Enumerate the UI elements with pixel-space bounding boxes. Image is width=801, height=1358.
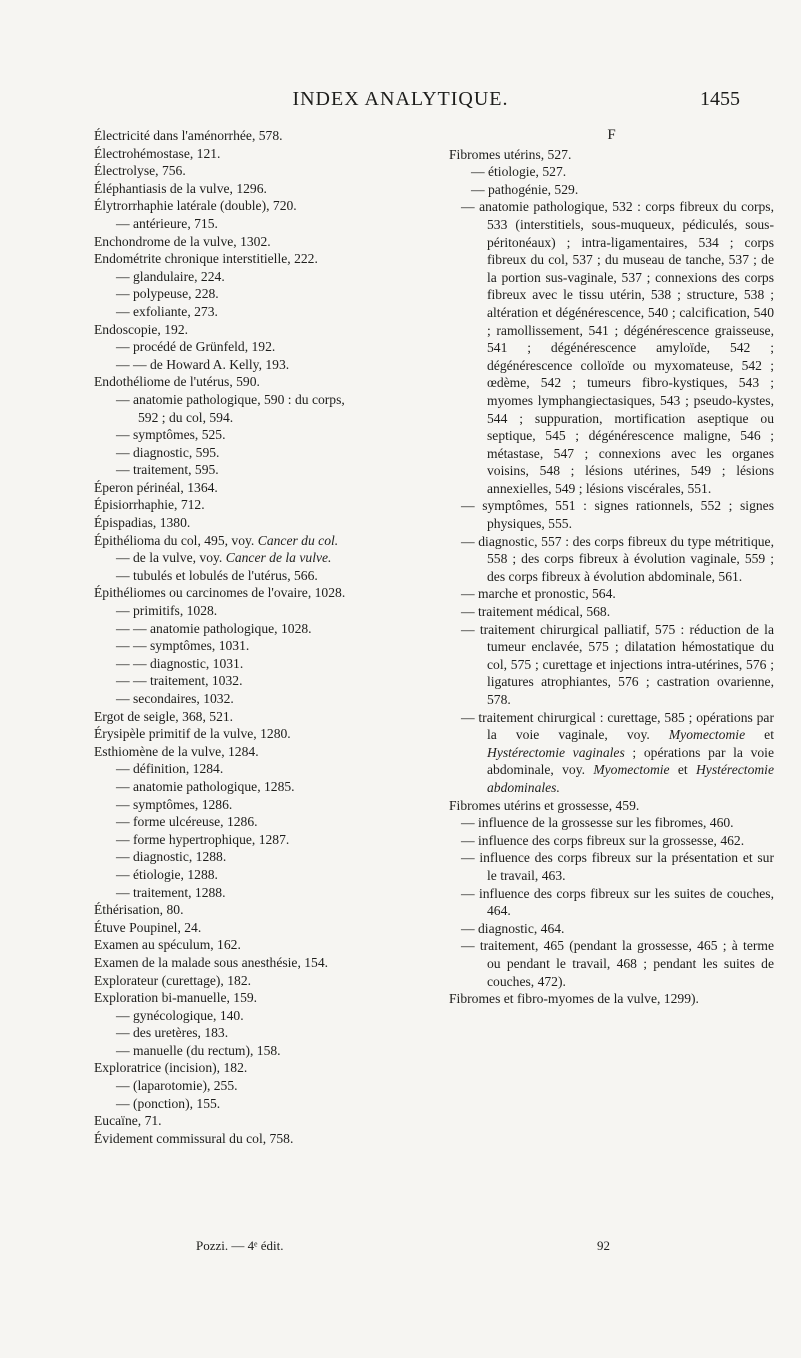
index-entry: [94, 1024, 416, 1042]
index-entry-text: — primitifs, 1028.: [116, 603, 218, 619]
index-entry: [461, 709, 774, 797]
index-entry: [94, 1112, 416, 1130]
page-number: 1455: [700, 88, 740, 110]
index-entry: [94, 127, 416, 145]
index-entry: [94, 197, 416, 215]
index-entry-text: — antérieure, 715.: [116, 215, 218, 231]
index-entry: [94, 215, 416, 233]
index-entry: [94, 796, 416, 814]
index-entry-text: Ergot de seigle, 368, 521.: [94, 708, 234, 724]
index-entry-text: Explorateur (curettage), 182.: [94, 972, 252, 988]
index-entry-text: — anatomie pathologique, 532 : corps fibreux du corps, 533 (interstitiels, sous-muqueux, pédiculés, sous-péritonéaux) ; intra-ligamentaires, 534 ; corps fibreux du col, 537 ; du museau de tanche, 537 ; de la portion sus-vaginale, 537 ; connexions des corps fibreux avec le tissu utérin, 538 ; structure, 538 ; altération et dégénérescence, 540 ; calcification, 540 ; ramollissement, 541 ; dégénérescence graisseuse, 541 ; dégénérescence amyloïde, 542 ; dégénérescence colloïde ou myxomateuse, 542 ; œdème, 542 ; tumeurs fibro-kystiques, 543 ; myomes lymphangiectasiques, 543 ; pseudo-kystes, 544 ; suppuration, mortification aseptique ou septique, 545 ; dégénérescence maligne, 546 ; métastase, 547 ; connexions avec les organes voisins, 548 ; lésions utérines, 549 ; lésions annexielles, 549 ; lésions viscérales, 551.: [461, 199, 774, 496]
index-entry-text: — polypeuse, 228.: [116, 286, 219, 302]
index-entry: [449, 163, 774, 181]
index-entry: [461, 920, 774, 938]
index-entry: [94, 496, 416, 514]
index-entry-text: — définition, 1284.: [116, 761, 224, 777]
index-entry-text: — influence des corps fibreux sur la grossesse, 462.: [461, 832, 745, 848]
footer-sheet-number: 92: [597, 1238, 610, 1253]
index-entry-text: Endométrite chronique interstitielle, 222.: [94, 251, 318, 267]
section-letter: F: [607, 127, 616, 143]
index-entry: [94, 444, 416, 462]
index-entry-text: — traitement médical, 568.: [461, 604, 611, 620]
index-entry-text: — des uretères, 183.: [116, 1025, 229, 1041]
index-entry-text: — procédé de Grünfeld, 192.: [116, 339, 276, 355]
index-entry: [94, 567, 416, 585]
index-entry-text: Électricité dans l'aménorrhée, 578.: [94, 128, 283, 143]
index-entry-text: — exfoliante, 273.: [116, 303, 218, 319]
index-entry-text: — influence des corps fibreux sur la présentation et sur le travail, 463.: [461, 850, 774, 883]
index-entry-text: — secondaires, 1032.: [116, 691, 234, 706]
index-entry-text: Fibromes et fibro-myomes de la vulve, 1299).: [449, 991, 699, 1007]
index-entry: [94, 479, 416, 497]
index-entry: [461, 198, 774, 497]
index-entry: [94, 1095, 416, 1113]
index-entry: [94, 725, 416, 743]
index-entry-text: Éthérisation, 80.: [94, 902, 184, 918]
index-entry: [94, 268, 416, 286]
index-entry-text: Élytrorrhaphie latérale (double), 720.: [94, 198, 297, 214]
index-entry: [94, 426, 416, 444]
index-entry: [94, 972, 416, 990]
index-entry: [94, 549, 416, 567]
index-entry: [94, 813, 416, 831]
index-entry: [94, 233, 416, 251]
index-entry-text: — diagnostic, 557 : des corps fibreux du type métritique, 558 ; des corps fibreux à évolution vaginale, 559 ; des corps fibreux à évolution abdominale, 561.: [461, 533, 774, 584]
index-entry: [94, 250, 416, 268]
index-entry: [449, 146, 774, 164]
index-entry-text: Épithélioma du col, 495, voy.: [94, 532, 255, 548]
index-entry: [94, 145, 416, 163]
index-entry-text: Épithéliomes ou carcinomes de l'ovaire, 1028.: [94, 585, 346, 601]
index-entry-text: Évidement commissural du col, 758.: [94, 1130, 294, 1146]
left-column: [94, 127, 416, 1147]
index-entry: [461, 937, 774, 990]
index-entry-text: Exploration bi-manuelle, 159.: [94, 990, 258, 1006]
index-entry-text: — symptômes, 1286.: [116, 796, 233, 812]
index-entry: [94, 708, 416, 726]
index-entry: [94, 884, 416, 902]
index-entry: [94, 180, 416, 198]
index-entry-text: — traitement chirurgical : curettage, 585 ; opérations par la voie vaginale, voy.: [461, 709, 774, 743]
index-entry: [94, 1130, 416, 1148]
index-entry-text: Éperon périnéal, 1364.: [94, 479, 218, 495]
index-entry: [94, 936, 416, 954]
index-entry-text: Étuve Poupinel, 24.: [94, 919, 202, 935]
index-entry-text: Esthiomène de la vulve, 1284.: [94, 743, 259, 759]
index-entry-text: ; opérations par la voie abdominale, voy.: [487, 744, 774, 778]
index-entry: [94, 866, 416, 884]
index-entry: [94, 743, 416, 761]
index-entry-text: Examen au spéculum, 162.: [94, 937, 241, 953]
index-entry: [461, 849, 774, 884]
index-entry-text: — diagnostic, 464.: [461, 920, 565, 936]
index-entry-text: — traitement, 465 (pendant la grossesse, 465 ; à terme ou pendant le travail, 468 ; pendant les suites de couches, 472).: [461, 938, 774, 989]
index-entry: [94, 373, 416, 391]
index-entry-crossref: Hystérectomie abdominales.: [487, 762, 774, 795]
index-entry: [461, 832, 774, 850]
index-entry-text: — influence de la grossesse sur les fibromes, 460.: [461, 815, 734, 831]
index-entry: [461, 885, 774, 920]
index-entry: [461, 621, 774, 709]
page-header-title: INDEX ANALYTIQUE.: [292, 88, 509, 110]
index-entry: [94, 901, 416, 919]
index-entry: [94, 620, 416, 638]
index-entry-text: Endothéliome de l'utérus, 590.: [94, 374, 260, 390]
index-entry: [94, 1007, 416, 1025]
index-entry-text: Électrohémostase, 121.: [94, 145, 221, 161]
index-entry: [461, 603, 774, 621]
index-entry: [94, 285, 416, 303]
index-entry-text: Examen de la malade sous anesthésie, 154.: [94, 954, 329, 970]
index-entry-crossref: Hystérectomie vaginales: [487, 744, 625, 760]
index-entry: [94, 532, 416, 550]
index-entry-text: et: [745, 727, 774, 743]
index-entry: [461, 533, 774, 586]
index-entry-text: — diagnostic, 595.: [116, 444, 220, 460]
index-entry: [94, 831, 416, 849]
index-entry-text: — traitement, 595.: [116, 462, 219, 478]
index-entry: [94, 356, 416, 374]
index-entry-text: — tubulés et lobulés de l'utérus, 566.: [116, 567, 318, 583]
index-entry: [94, 303, 416, 321]
index-entry-text: — — traitement, 1032.: [116, 673, 243, 689]
index-entry: [94, 778, 416, 796]
index-entry-text: — étiologie, 1288.: [116, 866, 218, 882]
footer-signature: Pozzi. — 4ᵉ édit.: [196, 1238, 284, 1253]
index-entry-text: — manuelle (du rectum), 158.: [116, 1042, 281, 1058]
index-entry-crossref: Myomectomie: [593, 762, 670, 778]
index-entry-text: — de la vulve, voy.: [116, 550, 223, 566]
index-entry: [449, 181, 774, 199]
index-entry: [94, 690, 416, 708]
index-entry-text: Éléphantiasis de la vulve, 1296.: [94, 180, 267, 196]
index-entry-text: Enchondrome de la vulve, 1302.: [94, 233, 271, 249]
index-entry: [94, 162, 416, 180]
index-entry: [449, 990, 774, 1008]
index-entry-text: — — diagnostic, 1031.: [116, 655, 244, 671]
index-entry-text: Eucaïne, 71.: [94, 1113, 162, 1129]
index-entry-text: — — anatomie pathologique, 1028.: [116, 620, 312, 636]
index-entry-text: Érysipèle primitif de la vulve, 1280.: [94, 726, 291, 742]
index-entry: [94, 954, 416, 972]
right-column: [449, 127, 774, 1008]
index-entry: [94, 338, 416, 356]
index-entry: [94, 461, 416, 479]
index-entry: [94, 760, 416, 778]
index-entry-text: — symptômes, 525.: [116, 427, 226, 443]
index-entry-text: — symptômes, 551 : signes rationnels, 552 ; signes physiques, 555.: [461, 498, 774, 532]
index-entry-text: — forme hypertrophique, 1287.: [116, 831, 290, 847]
index-entry: [94, 848, 416, 866]
index-entry-text: — influence des corps fibreux sur les suites de couches, 464.: [461, 885, 774, 919]
index-entry-crossref: Cancer du col.: [257, 532, 339, 548]
index-entry: [94, 602, 416, 620]
index-entry: [94, 514, 416, 532]
index-entry-text: Électrolyse, 756.: [94, 163, 186, 179]
index-entry-text: — étiologie, 527.: [471, 164, 567, 180]
index-entry-crossref: Cancer de la vulve.: [225, 550, 332, 566]
index-entry-text: — gynécologique, 140.: [116, 1007, 244, 1023]
index-entry: [461, 585, 774, 603]
index-entry: [94, 989, 416, 1007]
index-entry-text: — (laparotomie), 255.: [116, 1078, 238, 1094]
index-entry-text: Fibromes utérins, 527.: [449, 146, 572, 162]
index-entry-text: Exploratrice (incision), 182.: [94, 1060, 248, 1076]
index-entry: [94, 919, 416, 937]
index-entry-text: — (ponction), 155.: [116, 1095, 221, 1111]
index-entry-text: — glandulaire, 224.: [116, 268, 225, 284]
index-entry: [94, 321, 416, 339]
index-entry-text: Épisiorrhaphie, 712.: [94, 497, 205, 513]
index-entry-text: — anatomie pathologique, 1285.: [116, 778, 295, 794]
index-entry-text: — forme ulcéreuse, 1286.: [116, 814, 258, 830]
index-entry: [94, 409, 416, 427]
index-entry: [94, 672, 416, 690]
index-entry: [94, 1077, 416, 1095]
index-entry-text: et: [669, 762, 696, 778]
index-entry-text: — traitement, 1288.: [116, 884, 226, 900]
index-entry-text: — marche et pronostic, 564.: [461, 586, 616, 602]
index-entry-text: — — de Howard A. Kelly, 193.: [116, 356, 290, 372]
index-entry-text: Épispadias, 1380.: [94, 515, 191, 531]
index-entry: [94, 637, 416, 655]
index-entry: [94, 655, 416, 673]
index-entry-text: 592 ; du col, 594.: [138, 409, 234, 425]
index-entry-text: — anatomie pathologique, 590 : du corps,: [116, 391, 345, 407]
index-entry-text: — diagnostic, 1288.: [116, 849, 227, 865]
index-entry: [94, 1042, 416, 1060]
index-entry: [461, 814, 774, 832]
index-entry-text: — — symptômes, 1031.: [116, 638, 250, 654]
index-entry-text: — traitement chirurgical palliatif, 575 : réduction de la tumeur enclavée, 575 ; dilatation hémostatique du col, 575 ; curettage et injections intra-utérines, 576 ; ligatures atrophiantes, 576 ; castration ovarienne, 578.: [461, 621, 774, 707]
index-entry: [449, 797, 774, 815]
index-entry: [461, 497, 774, 532]
index-entry: [94, 1059, 416, 1077]
index-entry-text: Fibromes utérins et grossesse, 459.: [449, 797, 640, 813]
index-entry: [94, 584, 416, 602]
index-entry-text: Endoscopie, 192.: [94, 321, 189, 337]
index-entry-crossref: Myomectomie: [668, 727, 746, 743]
index-entry-text: — pathogénie, 529.: [471, 181, 579, 197]
index-entry: [94, 391, 416, 409]
